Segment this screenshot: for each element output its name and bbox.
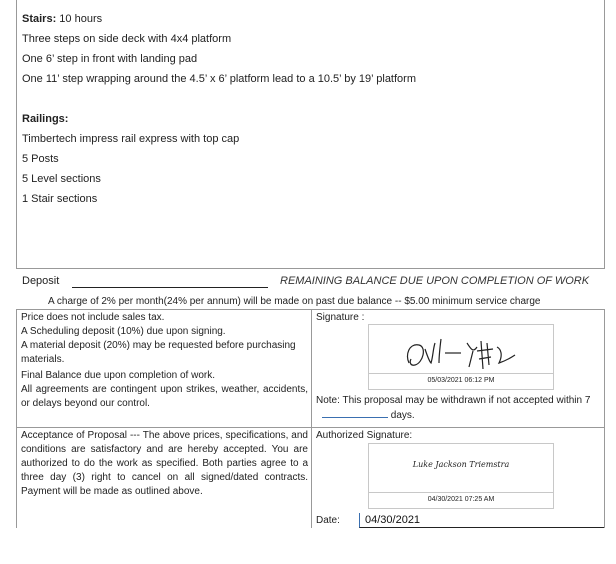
- terms-grid-right-border: [604, 309, 605, 528]
- terms-line-1: Price does not include sales tax.: [21, 312, 165, 323]
- terms-line-2: A Scheduling deposit (10%) due upon signing.: [21, 326, 226, 337]
- date-value: 04/30/2021: [365, 514, 421, 526]
- stairs-heading-line: [22, 12, 102, 27]
- authorized-signature-label: Authorized Signature:: [316, 430, 413, 441]
- terms-grid-left-border: [16, 309, 17, 528]
- remaining-balance-notice: REMAINING BALANCE DUE UPON COMPLETION OF WORK: [280, 275, 590, 287]
- customer-signature-box[interactable]: [368, 324, 554, 390]
- railings-line-1: Timbertech impress rail express with top cap: [22, 133, 240, 145]
- withdraw-days-field[interactable]: [322, 408, 388, 418]
- railings-heading: Railings:: [22, 113, 69, 125]
- railings-line-2: 5 Posts: [22, 153, 59, 165]
- deposit-label: Deposit: [22, 275, 60, 287]
- railings-line-3: 5 Level sections: [22, 173, 101, 185]
- stairs-hours: 10 hours: [56, 13, 103, 25]
- signature-label: Signature :: [316, 312, 365, 323]
- scope-box-right-border: [604, 0, 605, 269]
- stairs-line-2: One 6’ step in front with landing pad: [22, 53, 198, 65]
- customer-signature-image: [369, 325, 553, 375]
- authorized-signature-line: [369, 492, 553, 493]
- authorized-signature-timestamp: 04/30/2021 07:25 AM: [427, 496, 495, 503]
- authorized-signature-box[interactable]: [368, 443, 554, 509]
- withdraw-note-days: days.: [390, 410, 415, 421]
- withdraw-note-text: Note: This proposal may be withdrawn if not accepted within 7: [316, 395, 591, 406]
- terms-grid-center-divider: [311, 309, 312, 528]
- stairs-heading: Stairs:: [22, 13, 57, 25]
- customer-signature-line: [369, 373, 553, 374]
- authorized-signature-name: Luke Jackson Triemstra: [412, 460, 510, 469]
- customer-signature-timestamp: 05/03/2021 06:12 PM: [427, 377, 495, 384]
- late-charge-notice: A charge of 2% per month(24% per annum) will be made on past due balance -- $5.00 minimum service charge: [48, 296, 541, 307]
- deposit-field-line[interactable]: [72, 287, 268, 288]
- withdraw-note: [316, 394, 602, 423]
- acceptance-text: Acceptance of Proposal --- The above prices, specifications, and conditions are satisfactory and are hereby accepted. You are authorized to do the work as specified. Both parties agree to a three day (3) right to cancel on all signed/dated contracts. Payment will be made as outlined above.: [21, 430, 308, 497]
- scope-box-bottom-border: [16, 268, 605, 269]
- terms-line-5: All agreements are contingent upon strikes, weather, accidents, or delays beyond our control.: [21, 384, 308, 409]
- date-field[interactable]: [359, 513, 604, 528]
- railings-line-4: 1 Stair sections: [22, 193, 98, 205]
- terms-line-4: Final Balance due upon completion of work.: [21, 370, 216, 381]
- terms-line-3: A material deposit (20%) may be requested before purchasing materials.: [21, 340, 296, 365]
- scope-box-left-border: [16, 0, 17, 269]
- stairs-line-3: One 11’ step wrapping around the 4.5’ x 6’ platform lead to a 10.5’ by 19’ platform: [22, 73, 416, 85]
- stairs-line-1: Three steps on side deck with 4x4 platform: [22, 33, 232, 45]
- date-label: Date:: [316, 515, 340, 526]
